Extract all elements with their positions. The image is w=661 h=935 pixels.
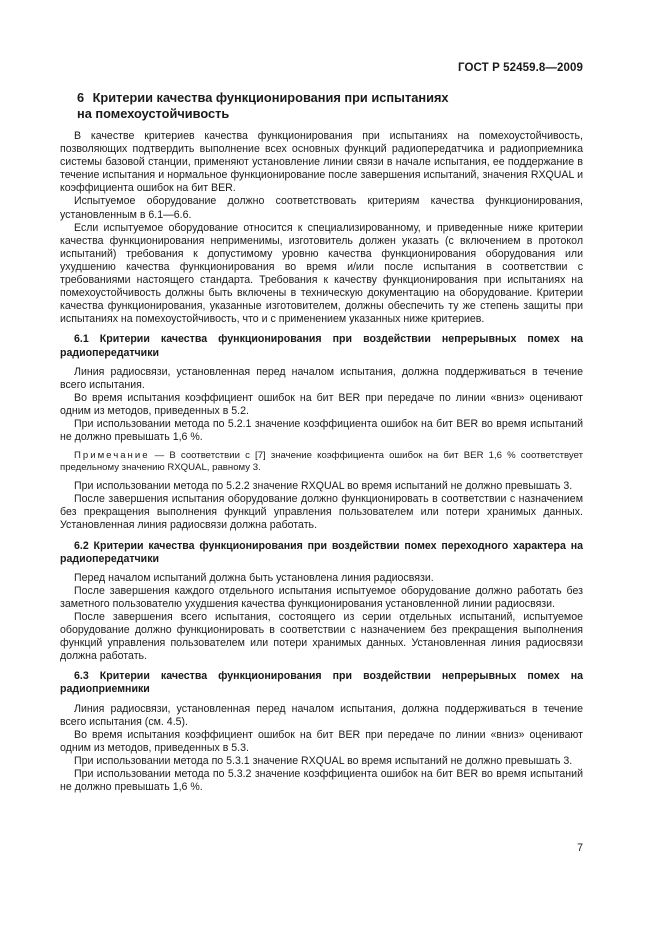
note [60,450,583,474]
section-title [60,90,583,122]
paragraph: В качестве критериев качества функционирования при испытаниях на помехоустойчивость, позволяющих подтвердить выполнение всех основных функций радиопередатчика и радиоприемника системы базовой станции, применяют установление линии связи в начале испытания, ее поддержание в течение испытания и нормальное функционирование после завершения испытаний, значения RXQUAL и коэффициента ошибок на бит BER. [60,130,583,195]
paragraph: После завершения всего испытания, состоящего из серии отдельных испытаний, испытуемое оборудование должно функционировать в соответствии с назначением без прекращения выполнения функций управления пользователем или потери хранимых данных. Установленная линия радиосвязи должна работать. [60,611,583,663]
standard-header: ГОСТ Р 52459.8—2009 [458,62,583,74]
document-body [60,90,583,794]
paragraph: После завершения испытания оборудование должно функционировать в соответствии с назначением без прекращения выполнения функций управления пользователем или потери хранимых данных. Установленная линия радиосвязи должна работать. [60,493,583,532]
paragraph: При использовании метода по 5.3.2 значение коэффициента ошибок на бит BER во время испытаний не должно превышать 1,6 %. [60,768,583,794]
paragraph: Во время испытания коэффициент ошибок на бит BER при передаче по линии «вниз» оценивают одним из методов, приведенных в 5.2. [60,391,583,417]
paragraph: При использовании метода по 5.2.2 значение RXQUAL во время испытаний не должно превышать 3. [74,480,573,493]
page-number: 7 [577,842,583,854]
paragraph: При использовании метода по 5.2.1 значение коэффициента ошибок на бит BER во время испытаний не должно превышать 1,6 %. [60,417,583,444]
paragraph: Если испытуемое оборудование относится к специализированному, и приведенные ниже критерии качества функционирования неприменимы, изготовитель должен указать (с включением в протокол испытаний) требования к допустимому уровню качества функционирования оборудования или ухудшению качества функционирования во время и/или после испытания в соответствии с требованиями настоящего стандарта. Требования к качеству функционирования при испытаниях на помехоустойчивость должны быть включены в техническую документацию на оборудование. Критерии качества функционирования, указанные изготовителем, должны обеспечить ту же степень защиты при испытаниях на помехоустойчивость, что и с применением указанных ниже критериев. [60,221,583,326]
section-number: 6 [77,90,85,105]
paragraph: При использовании метода по 5.3.1 значение RXQUAL во время испытаний не должно превышать 3. [74,754,573,767]
paragraph: После завершения каждого отдельного испытания испытуемое оборудование должно работать без заметного пользователю ухудшения качества функционирования установленной линии радиосвязи. [60,584,583,610]
note-label: Примечание [74,450,150,462]
paragraph: Линия радиосвязи, установленная перед началом испытания, должна поддерживаться в течение всего испытания. [60,365,583,391]
paragraph: Перед началом испытаний должна быть установлена линия радиосвязи. [74,571,434,584]
paragraph: Испытуемое оборудование должно соответствовать критериям качества функционирования, установленным в 6.1—6.6. [60,195,583,221]
paragraph: Линия радиосвязи, установленная перед началом испытания, должна поддерживаться в течение всего испытания (см. 4.5). [60,702,583,728]
subsection-6-2-title: 6.2 Критерии качества функционирования при воздействии помех переходного характера на радиопередатчики [60,539,583,565]
subsection-6-3-title: 6.3 Критерии качества функционирования при воздействии непрерывных помех на радиоприемники [60,670,583,696]
subsection-6-1-title: 6.1 Критерии качества функционирования при воздействии непрерывных помех на радиопередатчики [60,333,583,359]
note-text: — В соответствии с [7] значение коэффициента ошибок на бит BER 1,6 % соответствует предельному значению RXQUAL, равному 3. [60,450,583,474]
section-title-line2: на помехоустойчивость [77,106,230,121]
section-title-line1: Критерии качества функционирования при испытаниях [92,90,449,105]
paragraph: Во время испытания коэффициент ошибок на бит BER при передаче по линии «вниз» оценивают одним из методов, приведенных в 5.3. [60,728,583,754]
